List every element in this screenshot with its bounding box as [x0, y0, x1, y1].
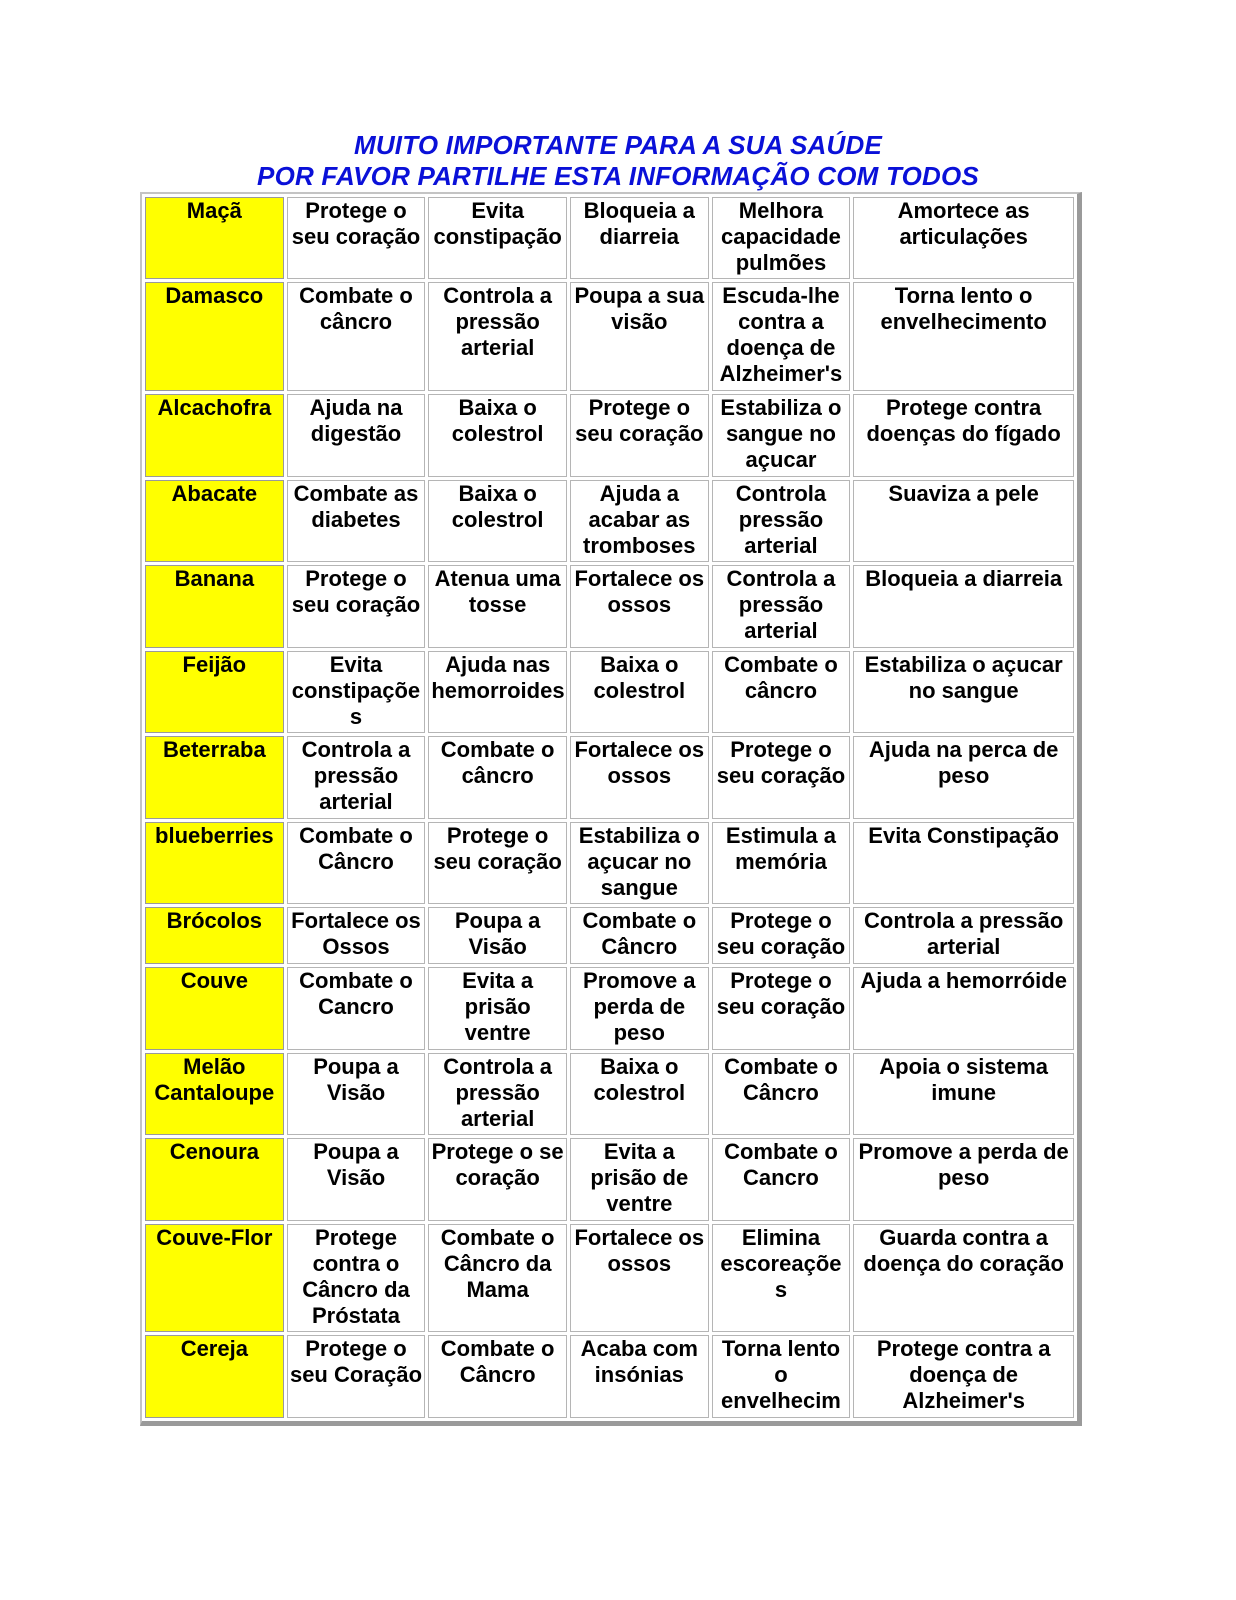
benefit-cell: Ajuda nas hemorroides: [428, 651, 567, 733]
benefit-cell: Combate as diabetes: [287, 480, 426, 562]
table-row: [145, 736, 1074, 818]
benefit-cell: Protege o seu coração: [287, 197, 426, 279]
food-name-cell: Feijão: [145, 651, 284, 733]
benefit-cell: Evita constipaçõe s: [287, 651, 426, 733]
benefit-cell: Combate o câncro: [712, 651, 851, 733]
table-row: [145, 1053, 1074, 1135]
benefit-cell: Protege o seu coração: [570, 394, 709, 476]
benefit-cell: Estabiliza o açucar no sangue: [570, 822, 709, 904]
food-benefits-table-frame: [140, 192, 1082, 1426]
benefit-cell: Controla a pressão arterial: [428, 1053, 567, 1135]
page-header: [0, 130, 1236, 192]
table-row: [145, 565, 1074, 647]
benefit-cell: Combate o Câncro: [570, 907, 709, 964]
benefit-cell: Poupa a sua visão: [570, 282, 709, 391]
benefit-cell: Atenua uma tosse: [428, 565, 567, 647]
benefit-cell: Protege o seu coração: [287, 565, 426, 647]
table-row: [145, 1335, 1074, 1418]
benefit-cell: Protege o seu coração: [428, 822, 567, 904]
benefit-cell: Protege o seu coração: [712, 736, 851, 818]
benefit-cell: Combate o Câncro: [287, 822, 426, 904]
benefit-cell: Ajuda na digestão: [287, 394, 426, 476]
benefit-cell: Suaviza a pele: [853, 480, 1074, 562]
benefit-cell: Baixa o colestrol: [570, 1053, 709, 1135]
benefit-cell: Apoia o sistema imune: [853, 1053, 1074, 1135]
benefit-cell: Combate o Câncro da Mama: [428, 1224, 567, 1333]
benefit-cell: Controla pressão arterial: [712, 480, 851, 562]
food-name-cell: Abacate: [145, 480, 284, 562]
food-name-cell: Damasco: [145, 282, 284, 391]
table-row: [145, 1224, 1074, 1333]
benefit-cell: Fortalece os ossos: [570, 736, 709, 818]
table-row: [145, 480, 1074, 562]
food-name-cell: Melão Cantaloupe: [145, 1053, 284, 1135]
benefit-cell: Promove a perda de peso: [570, 967, 709, 1049]
food-name-cell: Cenoura: [145, 1138, 284, 1220]
food-name-cell: Brócolos: [145, 907, 284, 964]
benefit-cell: Protege o se coração: [428, 1138, 567, 1220]
benefit-cell: Torna lento o envelhecimento: [853, 282, 1074, 391]
food-name-cell: blueberries: [145, 822, 284, 904]
benefit-cell: Protege contra o Câncro da Próstata: [287, 1224, 426, 1333]
benefit-cell: Fortalece os ossos: [570, 565, 709, 647]
table-row: [145, 822, 1074, 904]
benefit-cell: Protege o seu Coração: [287, 1335, 426, 1418]
table-row: [145, 197, 1074, 279]
benefit-cell: Estabiliza o açucar no sangue: [853, 651, 1074, 733]
benefit-cell: Amortece as articulações: [853, 197, 1074, 279]
benefit-cell: Torna lento o envelhecim: [712, 1335, 851, 1418]
benefit-cell: Melhora capacidade pulmões: [712, 197, 851, 279]
benefit-cell: Bloqueia a diarreia: [853, 565, 1074, 647]
table-row: [145, 282, 1074, 391]
benefit-cell: Protege contra a doença de Alzheimer's: [853, 1335, 1074, 1418]
table-row: [145, 651, 1074, 733]
food-name-cell: Couve: [145, 967, 284, 1049]
benefit-cell: Combate o câncro: [428, 736, 567, 818]
benefit-cell: Combate o Câncro: [712, 1053, 851, 1135]
benefit-cell: Protege o seu coração: [712, 967, 851, 1049]
benefit-cell: Evita Constipação: [853, 822, 1074, 904]
benefit-cell: Acaba com insónias: [570, 1335, 709, 1418]
table-row: [145, 1138, 1074, 1220]
page-subtitle: POR FAVOR PARTILHE ESTA INFORMAÇÃO COM TODOS: [257, 161, 979, 191]
benefit-cell: Combate o Câncro: [428, 1335, 567, 1418]
food-name-cell: Maçã: [145, 197, 284, 279]
table-row: [145, 394, 1074, 476]
benefit-cell: Fortalece os ossos: [570, 1224, 709, 1333]
benefit-cell: Ajuda a acabar as tromboses: [570, 480, 709, 562]
benefit-cell: Fortalece os Ossos: [287, 907, 426, 964]
benefit-cell: Estimula a memória: [712, 822, 851, 904]
benefit-cell: Combate o câncro: [287, 282, 426, 391]
benefit-cell: Controla a pressão arterial: [428, 282, 567, 391]
food-name-cell: Beterraba: [145, 736, 284, 818]
benefit-cell: Baixa o colestrol: [428, 480, 567, 562]
page-title: MUITO IMPORTANTE PARA A SUA SAÚDE: [353, 130, 883, 160]
benefit-cell: Controla a pressão arterial: [287, 736, 426, 818]
benefit-cell: Poupa a Visão: [287, 1138, 426, 1220]
benefit-cell: Ajuda na perca de peso: [853, 736, 1074, 818]
table-row: [145, 967, 1074, 1049]
benefit-cell: Escuda-lhe contra a doença de Alzheimer's: [712, 282, 851, 391]
benefit-cell: Guarda contra a doença do coração: [853, 1224, 1074, 1333]
benefit-cell: Protege o seu coração: [712, 907, 851, 964]
benefit-cell: Protege contra doenças do fígado: [853, 394, 1074, 476]
food-benefits-table: [142, 194, 1077, 1421]
benefit-cell: Poupa a Visão: [287, 1053, 426, 1135]
benefit-cell: Baixa o colestrol: [428, 394, 567, 476]
food-name-cell: Couve-Flor: [145, 1224, 284, 1333]
table-row: [145, 907, 1074, 964]
benefit-cell: Combate o Cancro: [712, 1138, 851, 1220]
benefit-cell: Bloqueia a diarreia: [570, 197, 709, 279]
benefit-cell: Baixa o colestrol: [570, 651, 709, 733]
benefit-cell: Elimina escoreaçõe s: [712, 1224, 851, 1333]
food-name-cell: Alcachofra: [145, 394, 284, 476]
table-body: [145, 197, 1074, 1418]
food-name-cell: Banana: [145, 565, 284, 647]
benefit-cell: Evita a prisão ventre: [428, 967, 567, 1049]
benefit-cell: Promove a perda de peso: [853, 1138, 1074, 1220]
benefit-cell: Poupa a Visão: [428, 907, 567, 964]
food-name-cell: Cereja: [145, 1335, 284, 1418]
benefit-cell: Estabiliza o sangue no açucar: [712, 394, 851, 476]
benefit-cell: Controla a pressão arterial: [853, 907, 1074, 964]
benefit-cell: Controla a pressão arterial: [712, 565, 851, 647]
benefit-cell: Evita a prisão de ventre: [570, 1138, 709, 1220]
benefit-cell: Combate o Cancro: [287, 967, 426, 1049]
benefit-cell: Ajuda a hemorróide: [853, 967, 1074, 1049]
benefit-cell: Evita constipação: [428, 197, 567, 279]
